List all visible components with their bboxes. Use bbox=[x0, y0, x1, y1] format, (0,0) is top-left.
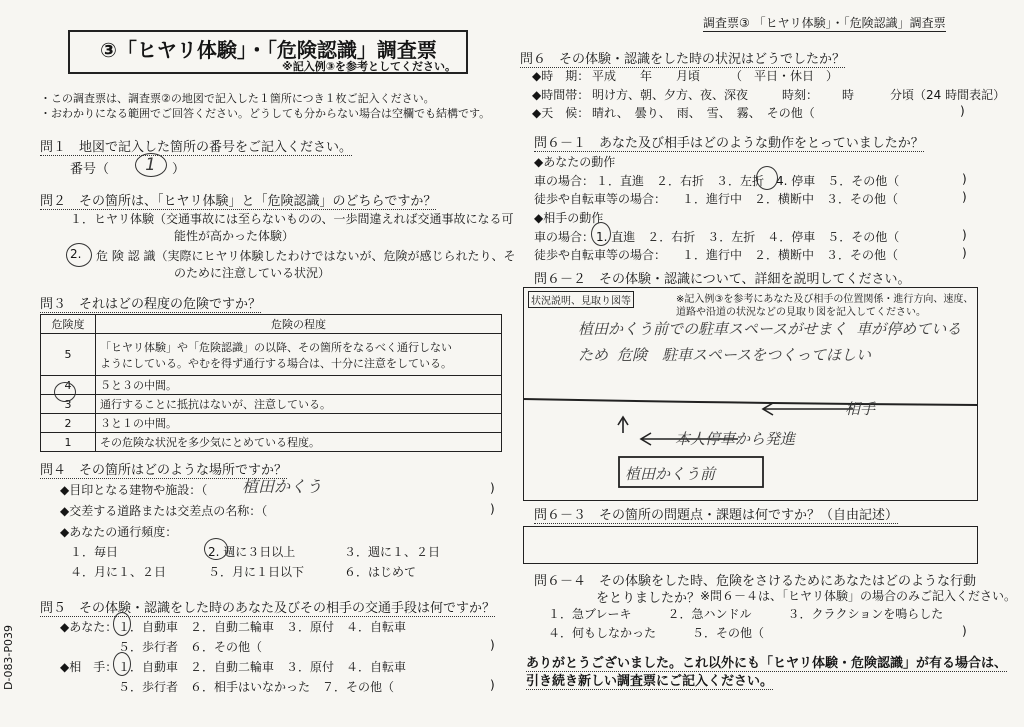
q1-label: 問１ 地図で記入した箇所の番号をご記入ください。 bbox=[40, 136, 352, 156]
danger-level: 1 bbox=[41, 433, 96, 452]
q2-option-2-num: 2. bbox=[70, 247, 82, 261]
sketch-handwriting-1: 植田かくう前での駐車スペースがせまく 車が停めている bbox=[578, 320, 962, 338]
q5-other-row-2: ５．歩行者 ６．相手はいなかった ７．その他（ bbox=[118, 680, 395, 694]
q6-1-label: 問６－１ あなた及び相手はどのような動作をとっていましたか？ bbox=[534, 132, 924, 152]
q6-time-alt: （ 平日・休日 ） bbox=[730, 69, 839, 83]
q4-freq-option: ６．はじめて bbox=[344, 565, 417, 579]
q6-1-you-head: ◆あなたの動作 bbox=[534, 155, 616, 169]
footer-line-2: 引き続き新しい調査票にご記入ください。 bbox=[526, 670, 773, 690]
main-title: ③「ヒヤリ体験」・「危険認識」調査票 bbox=[100, 38, 437, 62]
q6-1-walk-close: ) bbox=[962, 190, 967, 204]
danger-text: 通行することに抵抗はないが、注意している。 bbox=[96, 395, 502, 414]
q3-answer-circle bbox=[54, 382, 76, 402]
q1-field: 番号（ bbox=[70, 162, 110, 177]
q6-time-value: 平成 年 月頃 bbox=[592, 69, 701, 83]
q4-freq-option: ５．月に１日以下 bbox=[208, 565, 305, 579]
q4-freq-option: 2. 週に３日以上 bbox=[208, 545, 296, 559]
q4-frequency: ◆あなたの通行頻度： bbox=[60, 525, 178, 539]
sketch-hint-b: 道路や沿道の状況などの見取り図を記入してください。 bbox=[676, 307, 926, 318]
q2-answer-circle bbox=[66, 243, 92, 267]
q5-you-close: ) bbox=[490, 638, 495, 652]
danger-col-level: 危険度 bbox=[41, 315, 96, 334]
danger-text: ３と１の中間。 bbox=[96, 414, 502, 433]
q5-you-row-2: ５．歩行者 ６．その他（ bbox=[118, 640, 263, 654]
danger-text-line: ようにしている。やむを得ず通行する場合は、十分に注意をしている。 bbox=[100, 356, 452, 370]
q4-freq-option: ３．週に１、２日 bbox=[344, 545, 441, 559]
q5-other-row-1: １．自動車 ２．自動二輪車 ３．原付 ４．自転車 bbox=[118, 660, 407, 674]
q6-1-car2-options: 1. 直進 ２．右折 ３．左折 ４．停車 ５．その他（ bbox=[596, 230, 900, 244]
sketch-move-label: 本人停車から発進 bbox=[675, 430, 796, 448]
q5-label: 問５ その体験・認識をした時のあなた及びその相手の交通手段は何ですか？ bbox=[40, 597, 495, 617]
q1-answer: 1 bbox=[145, 155, 156, 175]
q6-1-you-circle bbox=[756, 166, 778, 190]
q5-you-row-1: １．自動車 ２．自動二輪車 ３．原付 ４．自転車 bbox=[118, 620, 407, 634]
q2-option-1a: １．ヒヤリ体験（交通事故には至らないものの、一歩間違えれば交通事故になる可 bbox=[70, 212, 514, 226]
q4-crossing: ◆交差する道路または交差点の名称：（ bbox=[60, 504, 268, 518]
q4-freq-option: １．毎日 bbox=[70, 545, 119, 559]
danger-text bbox=[96, 334, 502, 376]
q2-option-1b: 能性が高かった体験） bbox=[174, 229, 295, 243]
intro-line-2: ・おわかりになる範囲でご回答ください。どうしても分からない場合は空欄でも結構です。 bbox=[40, 107, 491, 120]
sketch-handwriting-2: ため 危険 駐車スペースをつくってほしい bbox=[578, 346, 871, 364]
q5-you-circle bbox=[113, 612, 131, 636]
q6-4-options-b: ４．何もしなかった ５．その他（ bbox=[548, 626, 765, 640]
sketch-store-label: 植田かくう前 bbox=[625, 465, 716, 483]
q6-1-car-label: 車の場合： bbox=[534, 174, 595, 188]
danger-level: 5 bbox=[41, 334, 96, 376]
q6-1-walk2-options: １．進行中 ２．横断中 ３．その他（ bbox=[682, 248, 899, 262]
q6-label: 問６ その体験・認識をした時の状況はどうでしたか？ bbox=[520, 48, 845, 68]
q5-other-close: ) bbox=[490, 678, 495, 692]
q6-period-value: 明け方、朝、夕方、夜、深夜 bbox=[592, 88, 749, 102]
q6-time-label: ◆時 期： bbox=[532, 69, 590, 83]
danger-level: 4 bbox=[41, 376, 96, 395]
danger-table bbox=[40, 314, 502, 452]
q6-period-label: ◆時間帯： bbox=[532, 88, 590, 102]
danger-col-degree: 危険の程度 bbox=[96, 315, 502, 334]
title-note: ※記入例③を参考としてください。 bbox=[282, 60, 457, 73]
q6-1-walk-label: 徒歩や自転車等の場合： bbox=[534, 192, 667, 206]
sketch-other-label: 相手 bbox=[845, 400, 876, 418]
q6-1-walk2-label: 徒歩や自転車等の場合： bbox=[534, 248, 667, 262]
q2-label: 問２ その箇所は、「ヒヤリ体験」と「危険認識」のどちらですか？ bbox=[40, 190, 436, 210]
q4-label: 問４ その箇所はどのような場所ですか？ bbox=[40, 459, 287, 479]
q6-1-car-options: １．直進 ２．右折 ３．左折 4. 停車 ５．その他（ bbox=[596, 174, 900, 188]
q5-you: ◆あなた： bbox=[60, 620, 118, 634]
q3-label: 問３ それはどの程度の危険ですか？ bbox=[40, 293, 261, 313]
q6-weather-value: 晴れ、 曇り、 雨、 雪、 霧、 その他（ bbox=[592, 106, 815, 120]
intro-line-1: ・この調査票は、調査票②の地図で記入した１箇所につき１枚ご記入ください。 bbox=[40, 92, 435, 105]
q6-3-answer-box bbox=[523, 526, 978, 564]
q4-landmark-close: ) bbox=[490, 481, 495, 495]
side-code: D-083-P039 bbox=[2, 624, 15, 690]
q6-3-label: 問６－３ その箇所の問題点・課題は何ですか？（自由記述） bbox=[534, 504, 898, 524]
q6-clock-value: 時 分頃（24 時間表記） bbox=[842, 88, 1006, 102]
q2-option-2b: のために注意している状況） bbox=[174, 266, 331, 280]
q6-weather-close: ) bbox=[960, 104, 965, 118]
sketch-drawing bbox=[523, 287, 978, 501]
q1-close: ） bbox=[172, 162, 186, 177]
q6-4-label-a: 問６－４ その体験をした時、危険をさけるためにあなたはどのような行動 bbox=[534, 574, 977, 589]
q4-crossing-close: ) bbox=[490, 502, 495, 516]
top-right-title: 調査票③ 「ヒヤリ体験」・「危険認識」調査票 bbox=[703, 16, 946, 30]
q6-1-car2-label: 車の場合： bbox=[534, 230, 595, 244]
q4-answer-circle bbox=[204, 538, 228, 560]
q6-1-walk2-close: ) bbox=[962, 246, 967, 260]
q6-1-walk-options: １．進行中 ２．横断中 ３．その他（ bbox=[682, 192, 899, 206]
q2-option-2a: 危 険 認 識（実際にヒヤリ体験したわけではないが、危険が感じられたり、そ bbox=[96, 249, 516, 263]
q6-4-options-a: １．急ブレーキ ２．急ハンドル ３．クラクションを鳴らした bbox=[548, 607, 944, 621]
q5-other-circle bbox=[113, 652, 131, 676]
q5-other: ◆相 手： bbox=[60, 660, 118, 674]
danger-level: 2 bbox=[41, 414, 96, 433]
danger-level: 3 bbox=[41, 395, 96, 414]
sketch-hint-a: ※記入例③を参考にあなた及び相手の位置関係・進行方向、速度、 bbox=[676, 294, 974, 305]
q6-1-other-circle bbox=[591, 222, 611, 246]
sketch-tag: 状況説明、見取り図等 bbox=[528, 291, 634, 308]
q6-2-label: 問６－２ その体験・認識について、詳細を説明してください。 bbox=[534, 268, 910, 288]
q4-landmark: ◆目印となる建物や施設：（ bbox=[60, 483, 208, 497]
q6-1-car-close: ) bbox=[962, 172, 967, 186]
q6-weather-label: ◆天 候： bbox=[532, 106, 590, 120]
q6-4-close: ) bbox=[962, 624, 967, 638]
q6-1-car2-close: ) bbox=[962, 228, 967, 242]
footer-line-1: ありがとうございました。これ以外にも「ヒヤリ体験・危険認識」が有る場合は、 bbox=[526, 652, 1007, 672]
q6-clock-label: 時刻： bbox=[782, 88, 819, 102]
q6-1-other-head: ◆相手の動作 bbox=[534, 211, 604, 225]
q1-answer-circle bbox=[135, 153, 167, 177]
danger-text: ５と３の中間。 bbox=[96, 376, 502, 395]
q4-freq-option: ４．月に１、２日 bbox=[70, 565, 167, 579]
q6-4-note: ※問６－４は、「ヒヤリ体験」の場合のみご記入ください。 bbox=[700, 589, 1017, 603]
danger-text-line: 「ヒヤリ体験」や「危険認識」の以降、その箇所をなるべく通行しない bbox=[100, 340, 452, 354]
danger-text: その危険な状況を多少気にとめている程度。 bbox=[96, 433, 502, 452]
q4-landmark-answer: 植田かくう bbox=[242, 477, 323, 496]
q6-4-label-b: をとりましたか？ bbox=[596, 591, 701, 606]
